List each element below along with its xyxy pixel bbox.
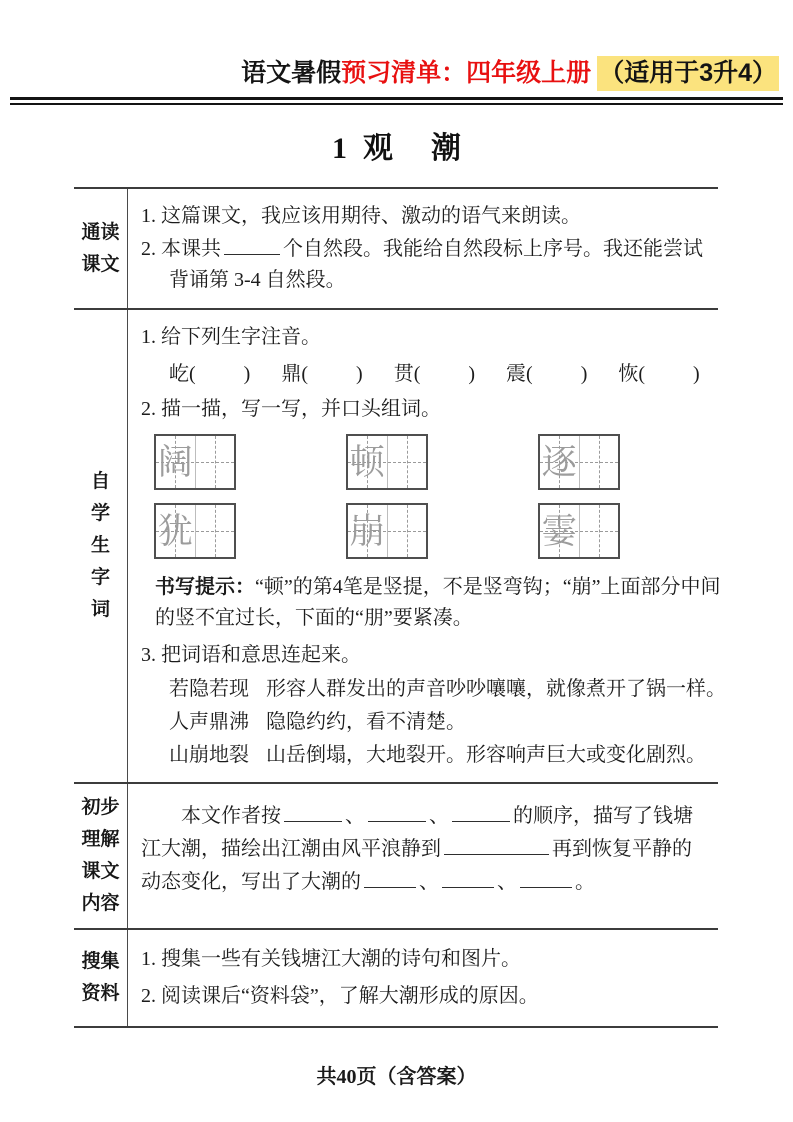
pinyin-exercise-line	[169, 359, 730, 390]
row-label-line: 词	[90, 599, 110, 620]
cloze-separator: 、	[497, 871, 517, 893]
header-subtitle: 预习清单：四年级上册	[341, 59, 592, 87]
task-item-2-post: 个自然段。我能给自然段标上序号。我还能尝试背诵第 3-4 自然段。	[169, 238, 703, 291]
writing-box	[346, 434, 428, 490]
matching-row	[169, 739, 730, 772]
matching-term: 若隐若现	[169, 678, 249, 700]
pinyin-item	[169, 363, 250, 385]
writing-cell	[388, 505, 427, 557]
row-label-line: 学	[90, 503, 110, 524]
writing-cell	[348, 436, 388, 488]
row-content-read-text	[128, 189, 718, 308]
paren-close: )	[356, 363, 363, 385]
paren-open: (	[526, 363, 533, 385]
row-label-line: 字	[90, 567, 110, 588]
task-item-2	[141, 234, 710, 296]
row-label-self-study	[74, 310, 128, 782]
row-content-understanding	[128, 784, 718, 928]
table-row-collect	[74, 930, 718, 1028]
writing-box	[538, 434, 620, 490]
paren-close: )	[693, 363, 700, 385]
fill-in-blank	[284, 802, 342, 822]
row-label-line: 搜集	[81, 951, 120, 972]
handwriting-grid-area	[154, 434, 730, 559]
task-item-2: 2. 阅读课后“资料袋”，了解大潮形成的原因。	[141, 985, 539, 1007]
fill-in-blank	[364, 868, 416, 888]
writing-box	[538, 503, 620, 559]
trace-character: 逐	[541, 442, 577, 482]
paren-open: (	[189, 363, 196, 385]
pinyin-char: 贯	[393, 363, 414, 385]
writing-cell	[540, 505, 580, 557]
paren-close: )	[243, 363, 251, 385]
row-label-collect	[74, 930, 128, 1026]
row-label-line: 资料	[81, 983, 120, 1004]
pinyin-char: 震	[506, 363, 527, 385]
trace-character: 霎	[541, 511, 577, 551]
lesson-title-char1: 观	[363, 132, 393, 165]
pinyin-char: 恢	[618, 363, 639, 385]
fill-in-blank	[452, 802, 510, 822]
paren-close: )	[468, 363, 476, 385]
page-footer: 共40页（含答案）	[316, 1066, 477, 1088]
trace-character: 犹	[157, 511, 193, 551]
row-label-line: 初步	[81, 797, 120, 818]
pinyin-char: 屹	[169, 363, 189, 385]
handwriting-grid-row	[154, 503, 730, 559]
matching-definition: 隐隐约约，看不清楚。	[266, 711, 466, 733]
pinyin-char: 鼎	[281, 363, 302, 385]
row-label-line: 理解	[81, 829, 120, 850]
paren-open: (	[638, 363, 646, 385]
worksheet-table	[74, 187, 726, 1028]
task-item-3: 3. 把词语和意思连起来。	[141, 644, 361, 666]
page-header	[0, 56, 793, 90]
table-row-read-text	[74, 189, 718, 310]
task-item-2: 2. 描一描，写一写，并口头组词。	[141, 398, 441, 420]
pinyin-item	[281, 363, 362, 385]
writing-cell	[196, 436, 235, 488]
trace-character: 崩	[349, 511, 385, 551]
task-item-2-pre: 2. 本课共	[141, 238, 221, 260]
cloze-separator: 、	[419, 871, 439, 893]
cloze-text: 。	[575, 871, 595, 893]
matching-definition: 形容人群发出的声音吵吵嚷嚷，就像煮开了锅一样。	[266, 678, 726, 700]
paren-open: (	[413, 363, 421, 385]
row-label-line: 生	[90, 535, 110, 556]
matching-row	[169, 706, 730, 739]
pinyin-item	[506, 363, 587, 385]
trace-character: 阔	[157, 442, 193, 482]
matching-term: 山崩地裂	[169, 744, 249, 766]
writing-cell	[580, 505, 619, 557]
header-series-title: 语文暑假	[241, 59, 342, 87]
cloze-separator: 、	[345, 805, 365, 827]
fill-in-blank	[444, 835, 549, 855]
cloze-text: 的顺序，描写了钱塘江大潮，描绘出江潮由风平浪静到	[141, 805, 693, 860]
writing-cell	[196, 505, 235, 557]
writing-box	[346, 503, 428, 559]
cloze-paragraph	[141, 800, 710, 899]
header-divider-rule	[10, 97, 783, 105]
matching-row	[169, 673, 730, 706]
table-row-understanding	[74, 784, 718, 930]
writing-cell	[580, 436, 619, 488]
writing-tip-text: “顿”的第4笔是竖提，不是竖弯钩；“崩”上面部分中间的竖不宜过长，下面的“朋”要紧凑。	[155, 576, 721, 629]
lesson-title-char2: 潮	[431, 132, 461, 165]
handwriting-grid-row	[154, 434, 730, 490]
header-grade-badge: （适用于3升4）	[597, 56, 779, 91]
row-content-self-study	[128, 310, 738, 782]
writing-tip-label: 书写提示：	[155, 576, 255, 598]
row-label-understanding	[74, 784, 128, 928]
writing-cell	[348, 505, 388, 557]
fill-in-blank	[520, 868, 572, 888]
row-content-collect	[128, 930, 718, 1026]
pinyin-item	[618, 363, 699, 385]
task-item-1: 1. 搜集一些有关钱塘江大潮的诗句和图片。	[141, 948, 521, 970]
writing-tip	[155, 572, 730, 634]
table-row-self-study	[74, 310, 726, 784]
cloze-text: 本文作者按	[181, 805, 281, 827]
writing-cell	[388, 436, 427, 488]
writing-box	[154, 503, 236, 559]
fill-in-blank	[368, 802, 426, 822]
pinyin-item	[394, 363, 475, 385]
fill-in-blank	[224, 235, 280, 255]
fill-in-blank	[442, 868, 494, 888]
cloze-separator: 、	[429, 805, 449, 827]
row-label-line: 自	[90, 471, 110, 492]
row-label-line: 内容	[81, 893, 120, 914]
task-item-1: 1. 给下列生字注音。	[141, 326, 321, 348]
paren-open: (	[301, 363, 309, 385]
lesson-number: 1	[332, 132, 347, 165]
matching-term: 人声鼎沸	[169, 711, 249, 733]
row-label-line: 通读	[81, 221, 120, 243]
matching-definition: 山岳倒塌，大地裂开。形容响声巨大或变化剧烈。	[266, 744, 706, 766]
paren-close: )	[580, 363, 588, 385]
task-item-1: 1. 这篇课文，我应该用期待、激动的语气来朗读。	[141, 205, 581, 227]
row-label-line: 课文	[81, 861, 120, 882]
writing-box	[154, 434, 236, 490]
lesson-title	[0, 131, 793, 167]
trace-character: 顿	[349, 442, 385, 482]
row-label-line: 课文	[81, 253, 120, 275]
writing-cell	[540, 436, 580, 488]
writing-cell	[156, 436, 196, 488]
writing-cell	[156, 505, 196, 557]
cloze-text: 再到恢复平静的动态变化，写出了大潮的	[141, 838, 692, 893]
row-label-read-text	[74, 189, 128, 308]
